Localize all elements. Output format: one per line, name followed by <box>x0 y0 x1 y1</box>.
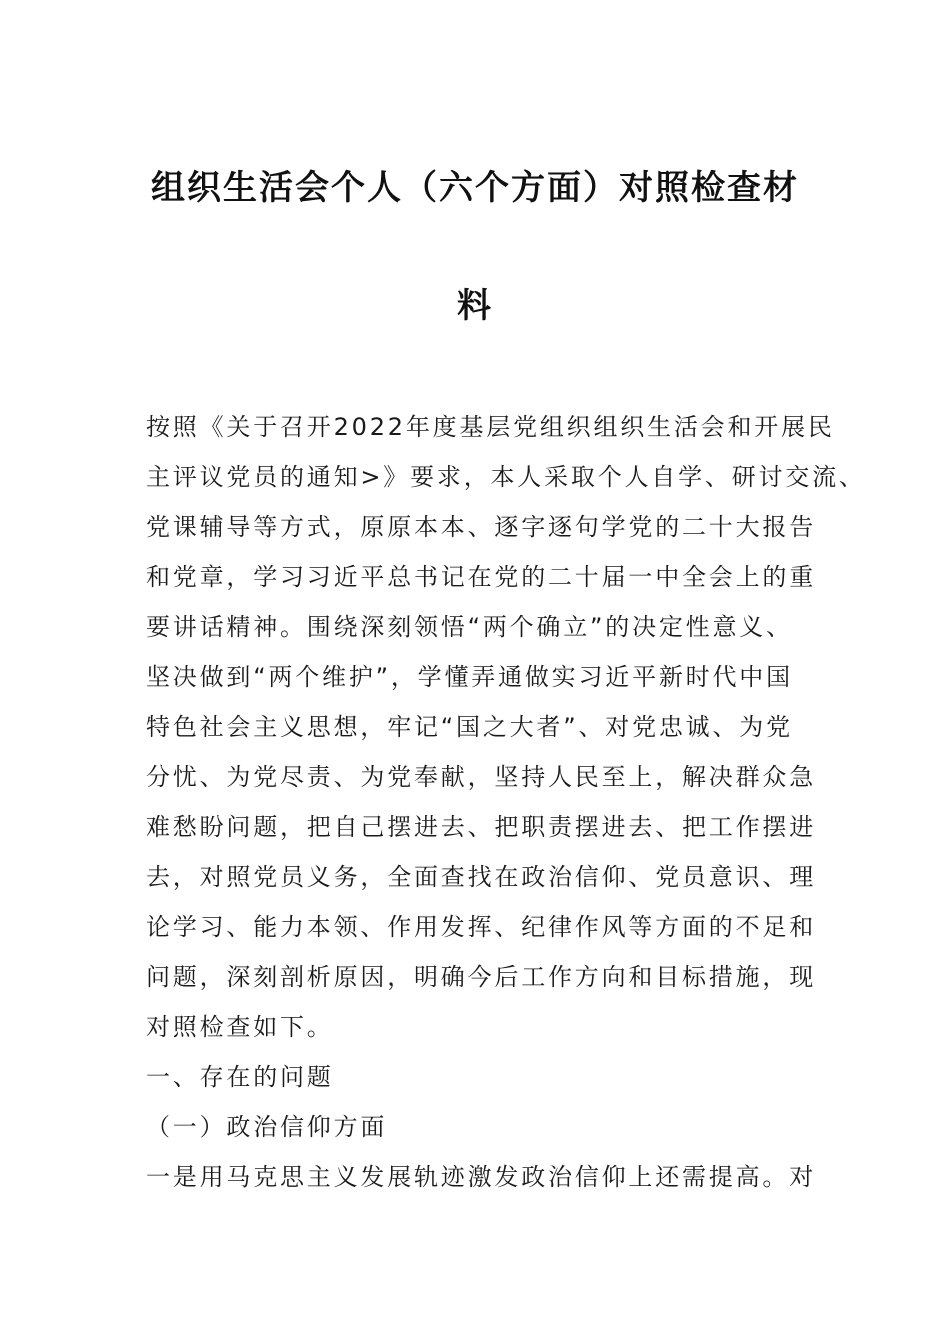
body-text-line: 论学习、能力本领、作用发挥、纪律作风等方面的不足和 <box>146 913 816 941</box>
body-text-line: 要讲话精神。围绕深刻领悟“两个确立”的决定性意义、 <box>146 613 793 641</box>
body-text-line: 一是用马克思主义发展轨迹激发政治信仰上还需提高。对 <box>146 1163 816 1191</box>
body-text-line: 主评议党员的通知>》要求，本人采取个人自学、研讨交流、 <box>146 463 866 491</box>
section-heading: 一、存在的问题 <box>146 1063 334 1091</box>
body-text-line: 问题，深刻剖析原因，明确今后工作方向和目标措施，现 <box>146 963 816 991</box>
body-text-line: 难愁盼问题，把自己摆进去、把职责摆进去、把工作摆进 <box>146 813 816 841</box>
body-text-line: 特色社会主义思想，牢记“国之大者”、对党忠诚、为党 <box>146 713 793 741</box>
document-title-line-1: 组织生活会个人（六个方面）对照检查材 <box>151 168 799 208</box>
body-text-line: 去，对照党员义务，全面查找在政治信仰、党员意识、理 <box>146 863 816 891</box>
body-text-line: 分忧、为党尽责、为党奉献，坚持人民至上，解决群众急 <box>146 763 816 791</box>
body-text-line: 和党章，学习习近平总书记在党的二十届一中全会上的重 <box>146 563 816 591</box>
body-text-line: 坚决做到“两个维护”，学懂弄通做实习近平新时代中国 <box>146 663 793 691</box>
subsection-heading: （一）政治信仰方面 <box>146 1113 388 1141</box>
document-title-line-2: 料 <box>457 286 493 326</box>
body-text-line: 按照《关于召开2022年度基层党组织组织生活会和开展民 <box>146 413 835 441</box>
body-text-line: 对照检查如下。 <box>146 1013 334 1041</box>
body-text-line: 党课辅导等方式，原原本本、逐字逐句学党的二十大报告 <box>146 513 816 541</box>
